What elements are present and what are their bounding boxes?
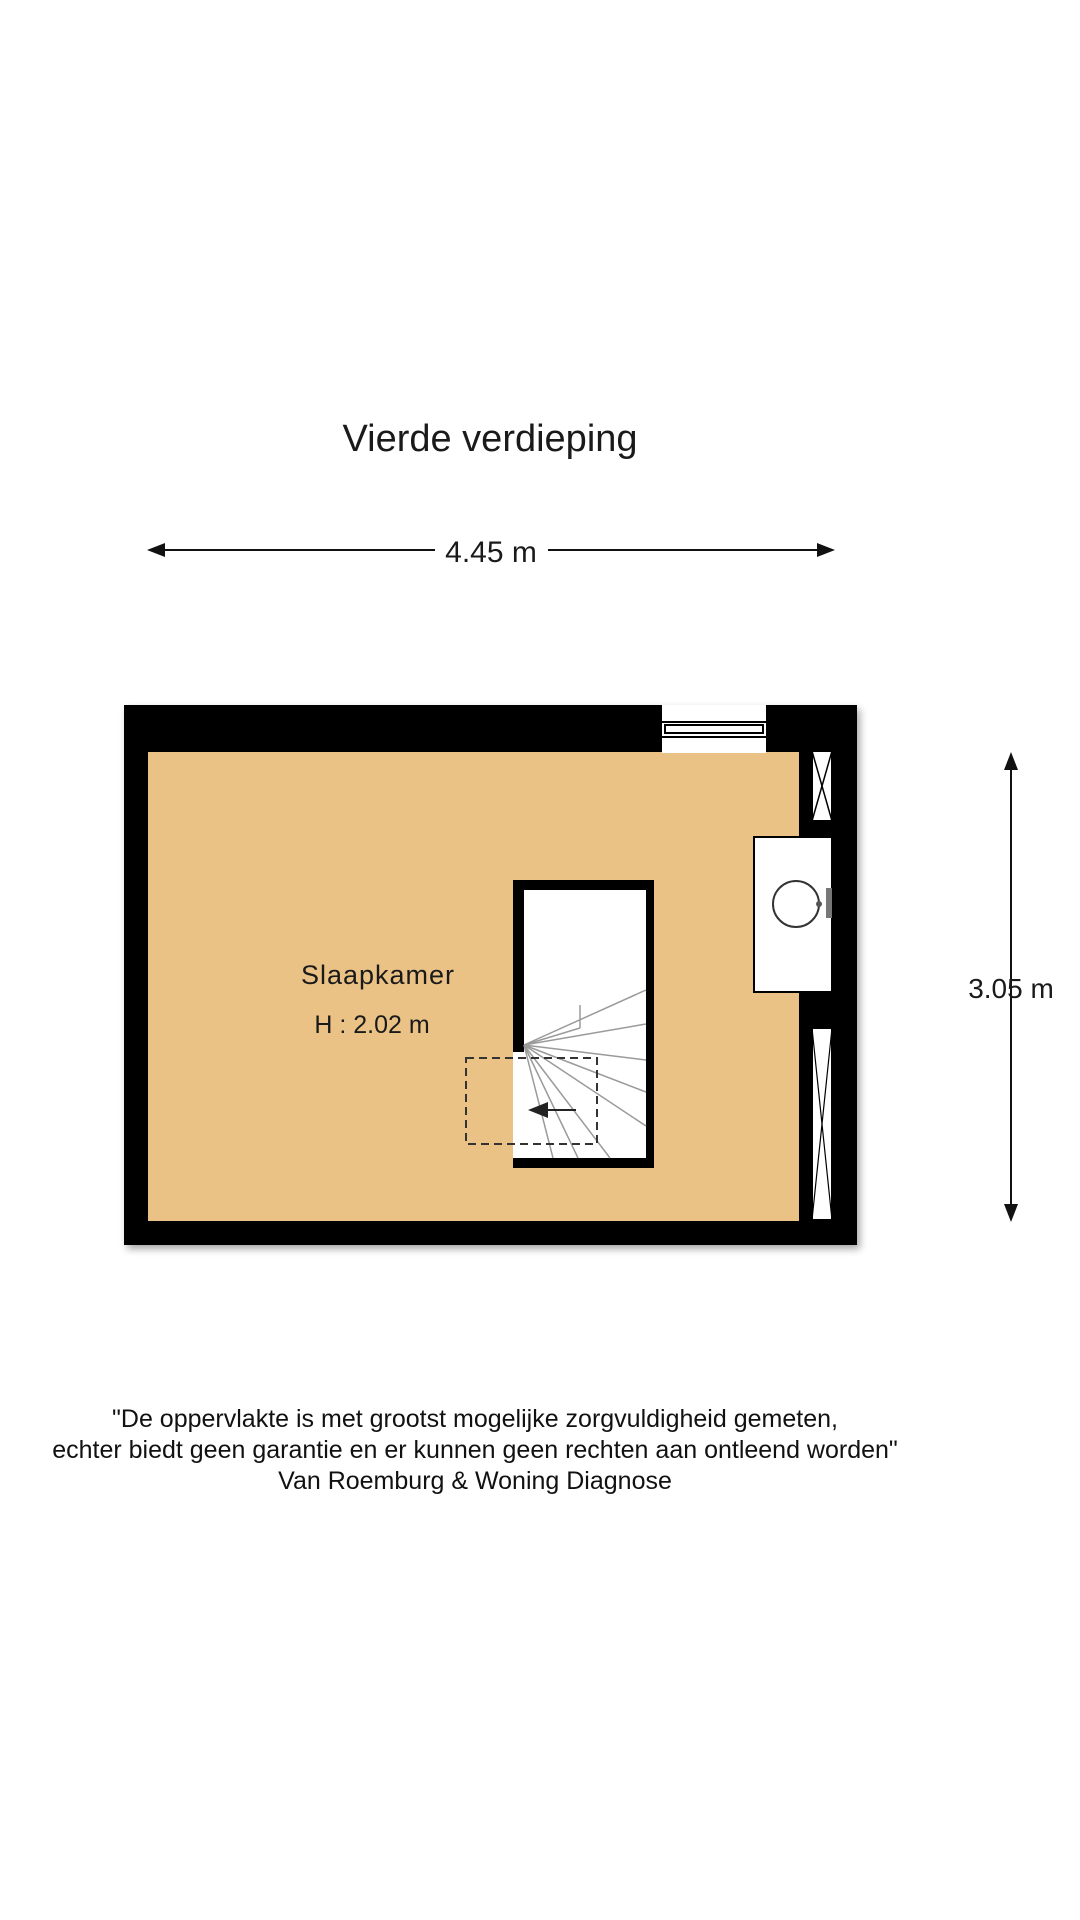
floor-title: Vierde verdieping <box>342 418 638 460</box>
disclaimer-line-2: echter biedt geen garantie en er kunnen geen rechten aan ontleend worden" <box>52 1436 898 1464</box>
tap-icon <box>826 888 832 918</box>
room-floor <box>148 752 799 1221</box>
depth-label: 3.05 m <box>968 973 1054 1004</box>
room-height: H : 2.02 m <box>314 1011 430 1039</box>
room-name: Slaapkamer <box>300 960 456 990</box>
disclaimer-line-1: "De oppervlakte is met grootst mogelijke zorgvuldigheid gemeten, <box>112 1405 838 1433</box>
skylight-top-right <box>812 751 832 821</box>
disclaimer <box>0 1404 950 1497</box>
arrow-up-icon <box>1004 752 1018 770</box>
depth-dimension <box>968 752 1054 1222</box>
arrow-left-icon <box>147 543 165 557</box>
sink-unit <box>754 837 832 992</box>
width-dimension <box>147 536 835 569</box>
sink-basin-icon <box>773 881 819 927</box>
arrow-down-icon <box>1004 1204 1018 1222</box>
width-label: 4.45 m <box>445 536 537 569</box>
arrow-right-icon <box>817 543 835 557</box>
window-top <box>662 705 766 753</box>
skylight-bottom-right <box>812 1028 832 1220</box>
disclaimer-line-3: Van Roemburg & Woning Diagnose <box>278 1467 672 1495</box>
